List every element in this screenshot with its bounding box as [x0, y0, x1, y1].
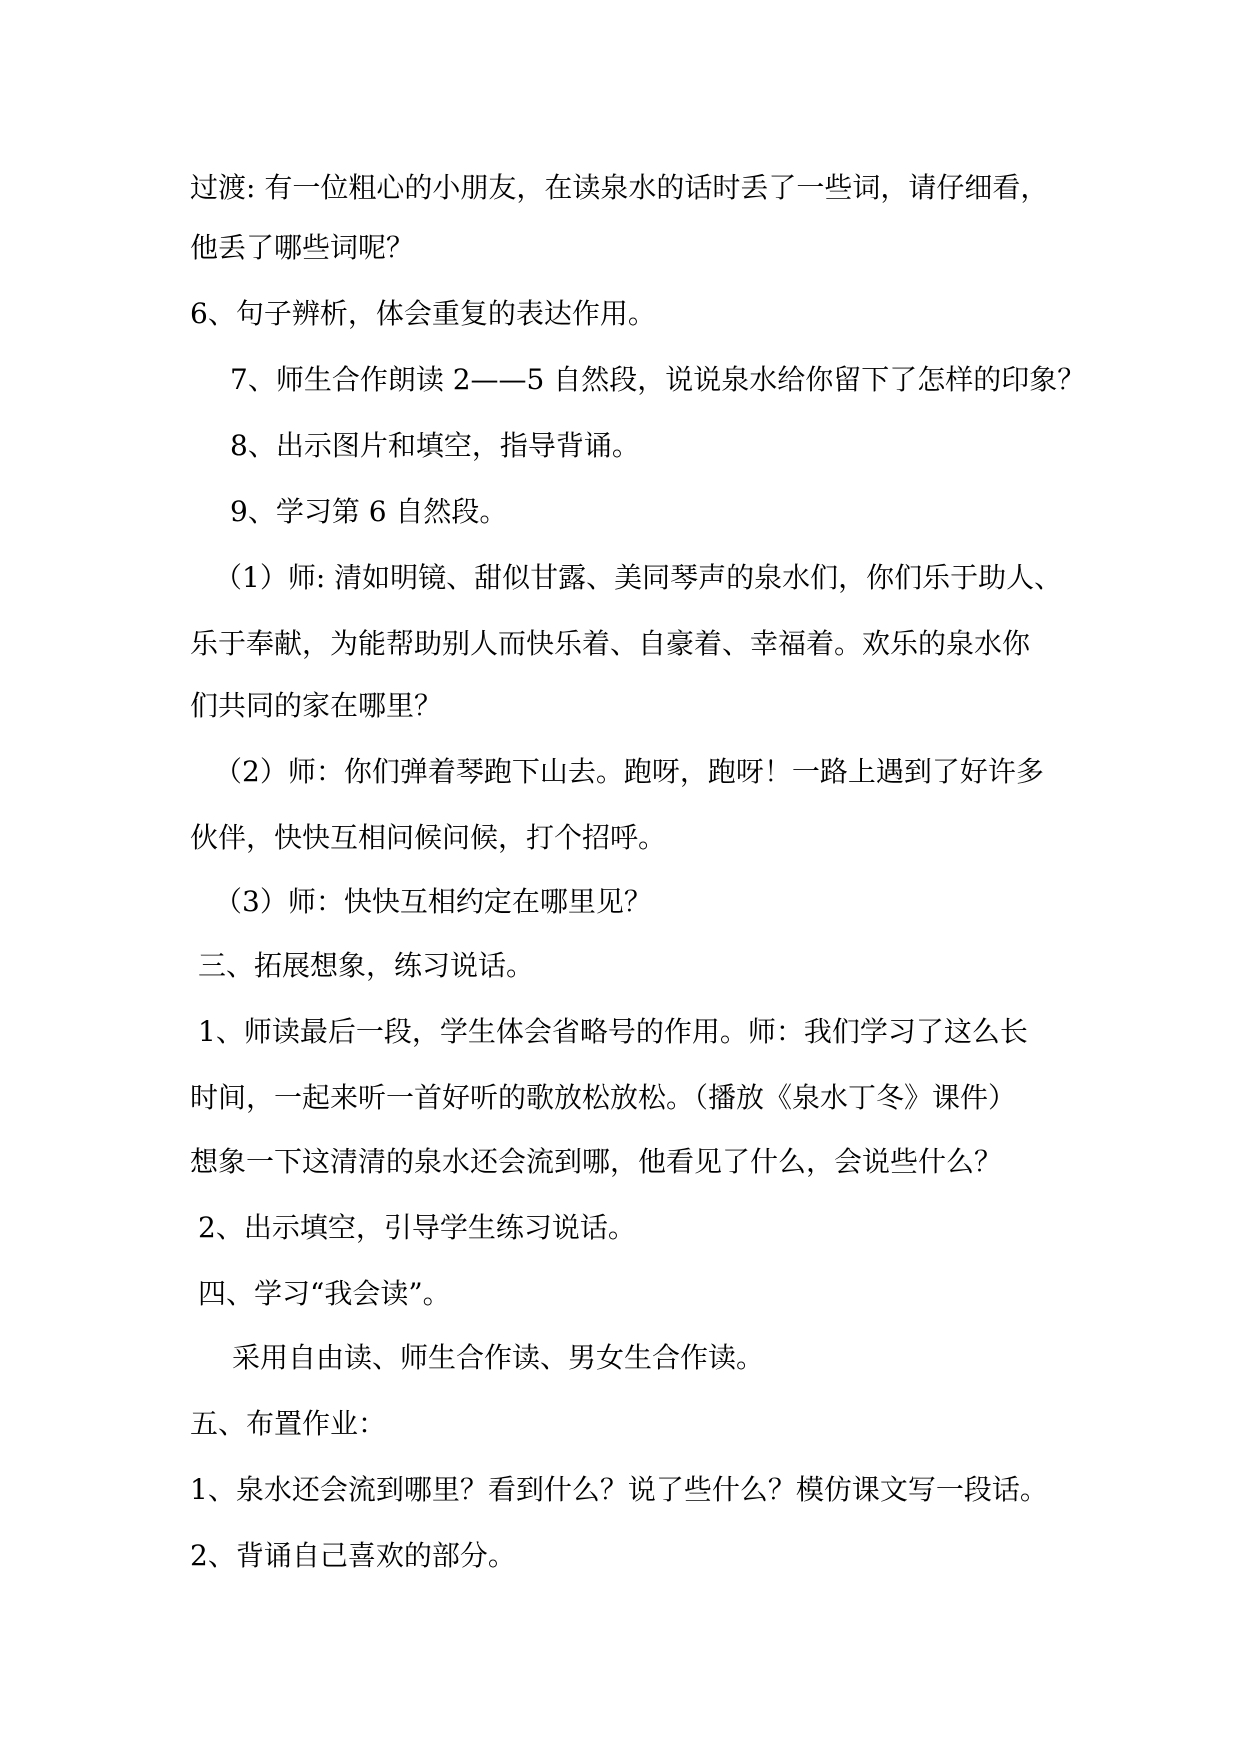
- paragraph-line: 伙伴，快快互相问候问候，打个招呼。: [190, 821, 667, 854]
- paragraph-line: 他丢了哪些词呢？: [190, 231, 415, 264]
- section-heading: 三、拓展想象，练习说话。: [198, 949, 535, 982]
- paragraph-line: 们共同的家在哪里？: [190, 689, 443, 722]
- paragraph-line: 1、泉水还会流到哪里？看到什么？说了些什么？模仿课文写一段话。: [190, 1473, 1048, 1506]
- paragraph-line: 采用自由读、师生合作读、男女生合作读。: [232, 1341, 765, 1374]
- paragraph-line: 想象一下这清清的泉水还会流到哪，他看见了什么，会说些什么？: [190, 1145, 1003, 1178]
- section-heading: 四、学习“我会读”。: [198, 1277, 451, 1310]
- paragraph-line: （2）师：你们弹着琴跑下山去。跑呀，跑呀！一路上遇到了好许多: [214, 755, 1044, 788]
- paragraph-line: 时间，一起来听一首好听的歌放松放松。（播放《泉水丁冬》课件）: [190, 1081, 1017, 1114]
- paragraph-line: 2、背诵自己喜欢的部分。: [190, 1539, 516, 1572]
- paragraph-line: 9、学习第 6 自然段。: [230, 495, 508, 528]
- paragraph-line: 7、师生合作朗读 2——5 自然段，说说泉水给你留下了怎样的印象？: [230, 363, 1086, 396]
- paragraph-line: 1、师读最后一段，学生体会省略号的作用。师：我们学习了这么长: [198, 1015, 1028, 1048]
- paragraph-line: （1）师: 清如明镜、甜似甘露、美同琴声的泉水们，你们乐于助人、: [214, 561, 1063, 594]
- paragraph-line: 2、出示填空，引导学生练习说话。: [198, 1211, 636, 1244]
- paragraph-line: （3）师：快快互相约定在哪里见？: [214, 885, 652, 918]
- section-heading: 五、布置作业：: [190, 1407, 387, 1440]
- paragraph-line: 6、句子辨析，体会重复的表达作用。: [190, 297, 656, 330]
- paragraph-line: 乐于奉献，为能帮助别人而快乐着、自豪着、幸福着。欢乐的泉水你: [190, 627, 1031, 660]
- paragraph-line: 过渡: 有一位粗心的小朋友，在读泉水的话时丢了一些词，请仔细看，: [190, 171, 1049, 204]
- paragraph-line: 8、出示图片和填空，指导背诵。: [230, 429, 640, 462]
